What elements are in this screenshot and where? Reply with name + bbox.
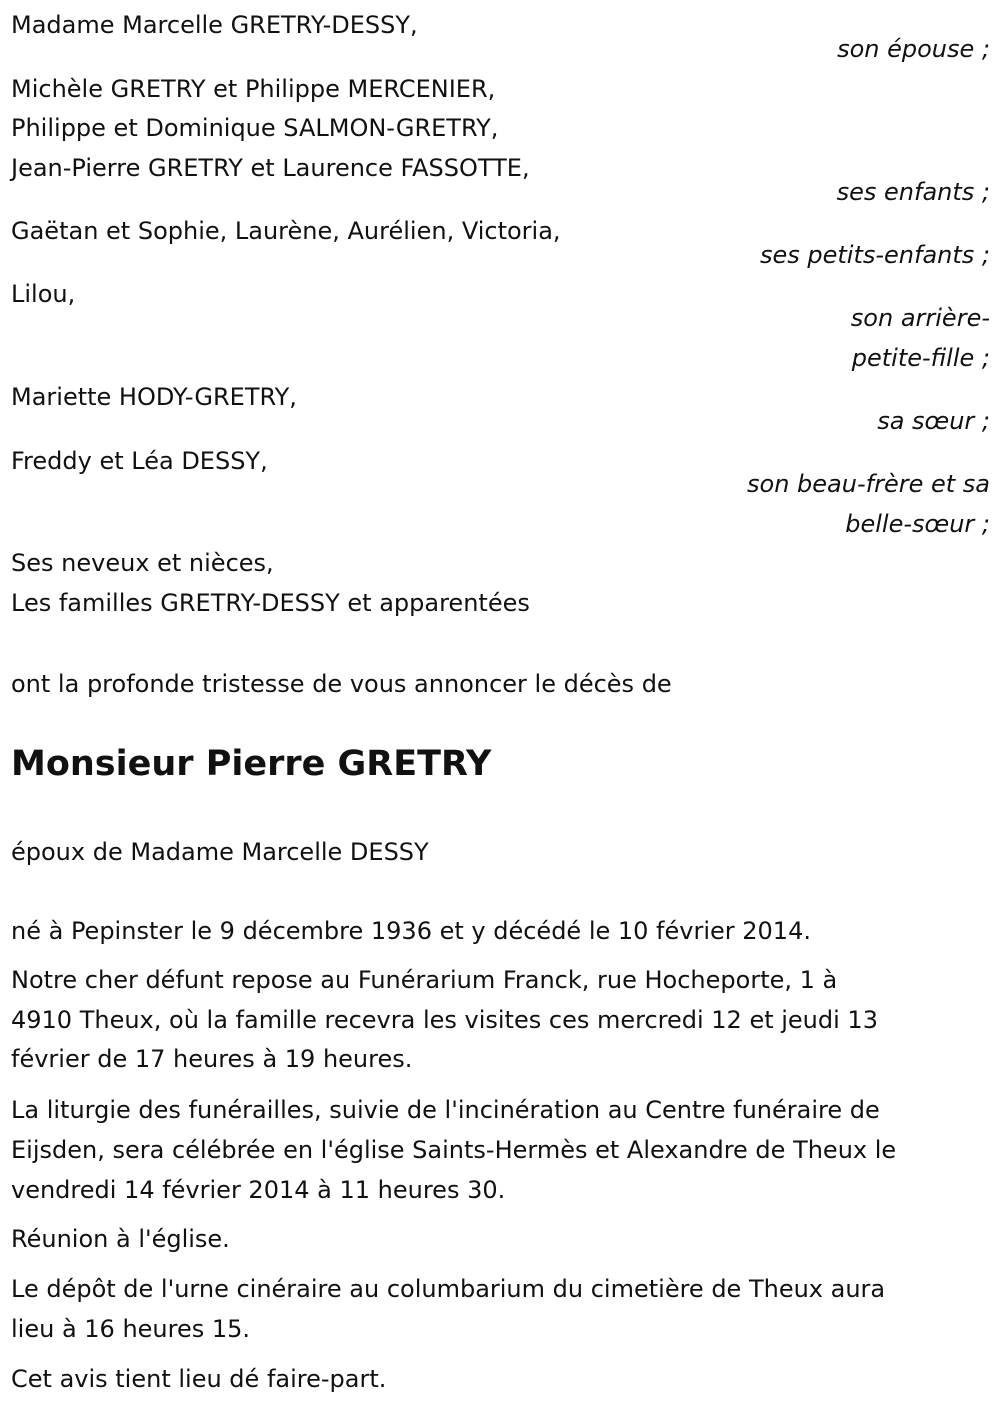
family-relation: ses petits-enfants ; xyxy=(759,241,990,269)
family-name-line: Jean-Pierre GRETRY et Laurence FASSOTTE, xyxy=(11,154,530,182)
family-name-line: Madame Marcelle GRETRY-DESSY, xyxy=(11,11,418,39)
paragraph-line: Eijsden, sera célébrée en l'église Saints-Hermès et Alexandre de Theux le xyxy=(11,1136,897,1164)
paragraph-line: Notre cher défunt repose au Funérarium Franck, rue Hocheporte, 1 à xyxy=(11,966,838,994)
family-name-line: Michèle GRETRY et Philippe MERCENIER, xyxy=(11,75,496,103)
paragraph-line: vendredi 14 février 2014 à 11 heures 30. xyxy=(11,1176,506,1204)
family-name-line: Gaëtan et Sophie, Laurène, Aurélien, Victoria, xyxy=(11,217,561,245)
paragraph-line: février de 17 heures à 19 heures. xyxy=(11,1045,413,1073)
announcement-text: ont la profonde tristesse de vous annoncer le décès de xyxy=(11,670,672,698)
family-relation: son beau-frère et sa xyxy=(747,470,990,498)
relatives-line: Les familles GRETRY-DESSY et apparentées xyxy=(11,589,530,617)
family-relation: son arrière- xyxy=(850,304,990,332)
relatives-line: Ses neveux et nièces, xyxy=(11,549,274,577)
deceased-name: Monsieur Pierre GRETRY xyxy=(11,744,492,784)
paragraph-line: Cet avis tient lieu dé faire-part. xyxy=(11,1365,387,1393)
family-relation: ses enfants ; xyxy=(836,178,990,206)
paragraph-line: Réunion à l'église. xyxy=(11,1225,230,1253)
birth-death-line: né à Pepinster le 9 décembre 1936 et y décédé le 10 février 2014. xyxy=(11,917,811,945)
paragraph-line: Le dépôt de l'urne cinéraire au columbarium du cimetière de Theux aura xyxy=(11,1275,886,1303)
paragraph-line: lieu à 16 heures 15. xyxy=(11,1315,251,1343)
family-name-line: Mariette HODY-GRETRY, xyxy=(11,383,297,411)
family-relation: sa sœur ; xyxy=(877,407,990,435)
family-relation: belle-sœur ; xyxy=(845,510,990,538)
family-name-line: Philippe et Dominique SALMON-GRETRY, xyxy=(11,114,499,142)
family-relation: son épouse ; xyxy=(837,35,990,63)
family-name-line: Lilou, xyxy=(11,280,76,308)
spouse-line: époux de Madame Marcelle DESSY xyxy=(11,838,429,866)
paragraph-line: 4910 Theux, où la famille recevra les visites ces mercredi 12 et jeudi 13 xyxy=(11,1006,878,1034)
paragraph-line: La liturgie des funérailles, suivie de l'incinération au Centre funéraire de xyxy=(11,1096,880,1124)
family-relation: petite-fille ; xyxy=(851,344,990,372)
family-name-line: Freddy et Léa DESSY, xyxy=(11,447,268,475)
